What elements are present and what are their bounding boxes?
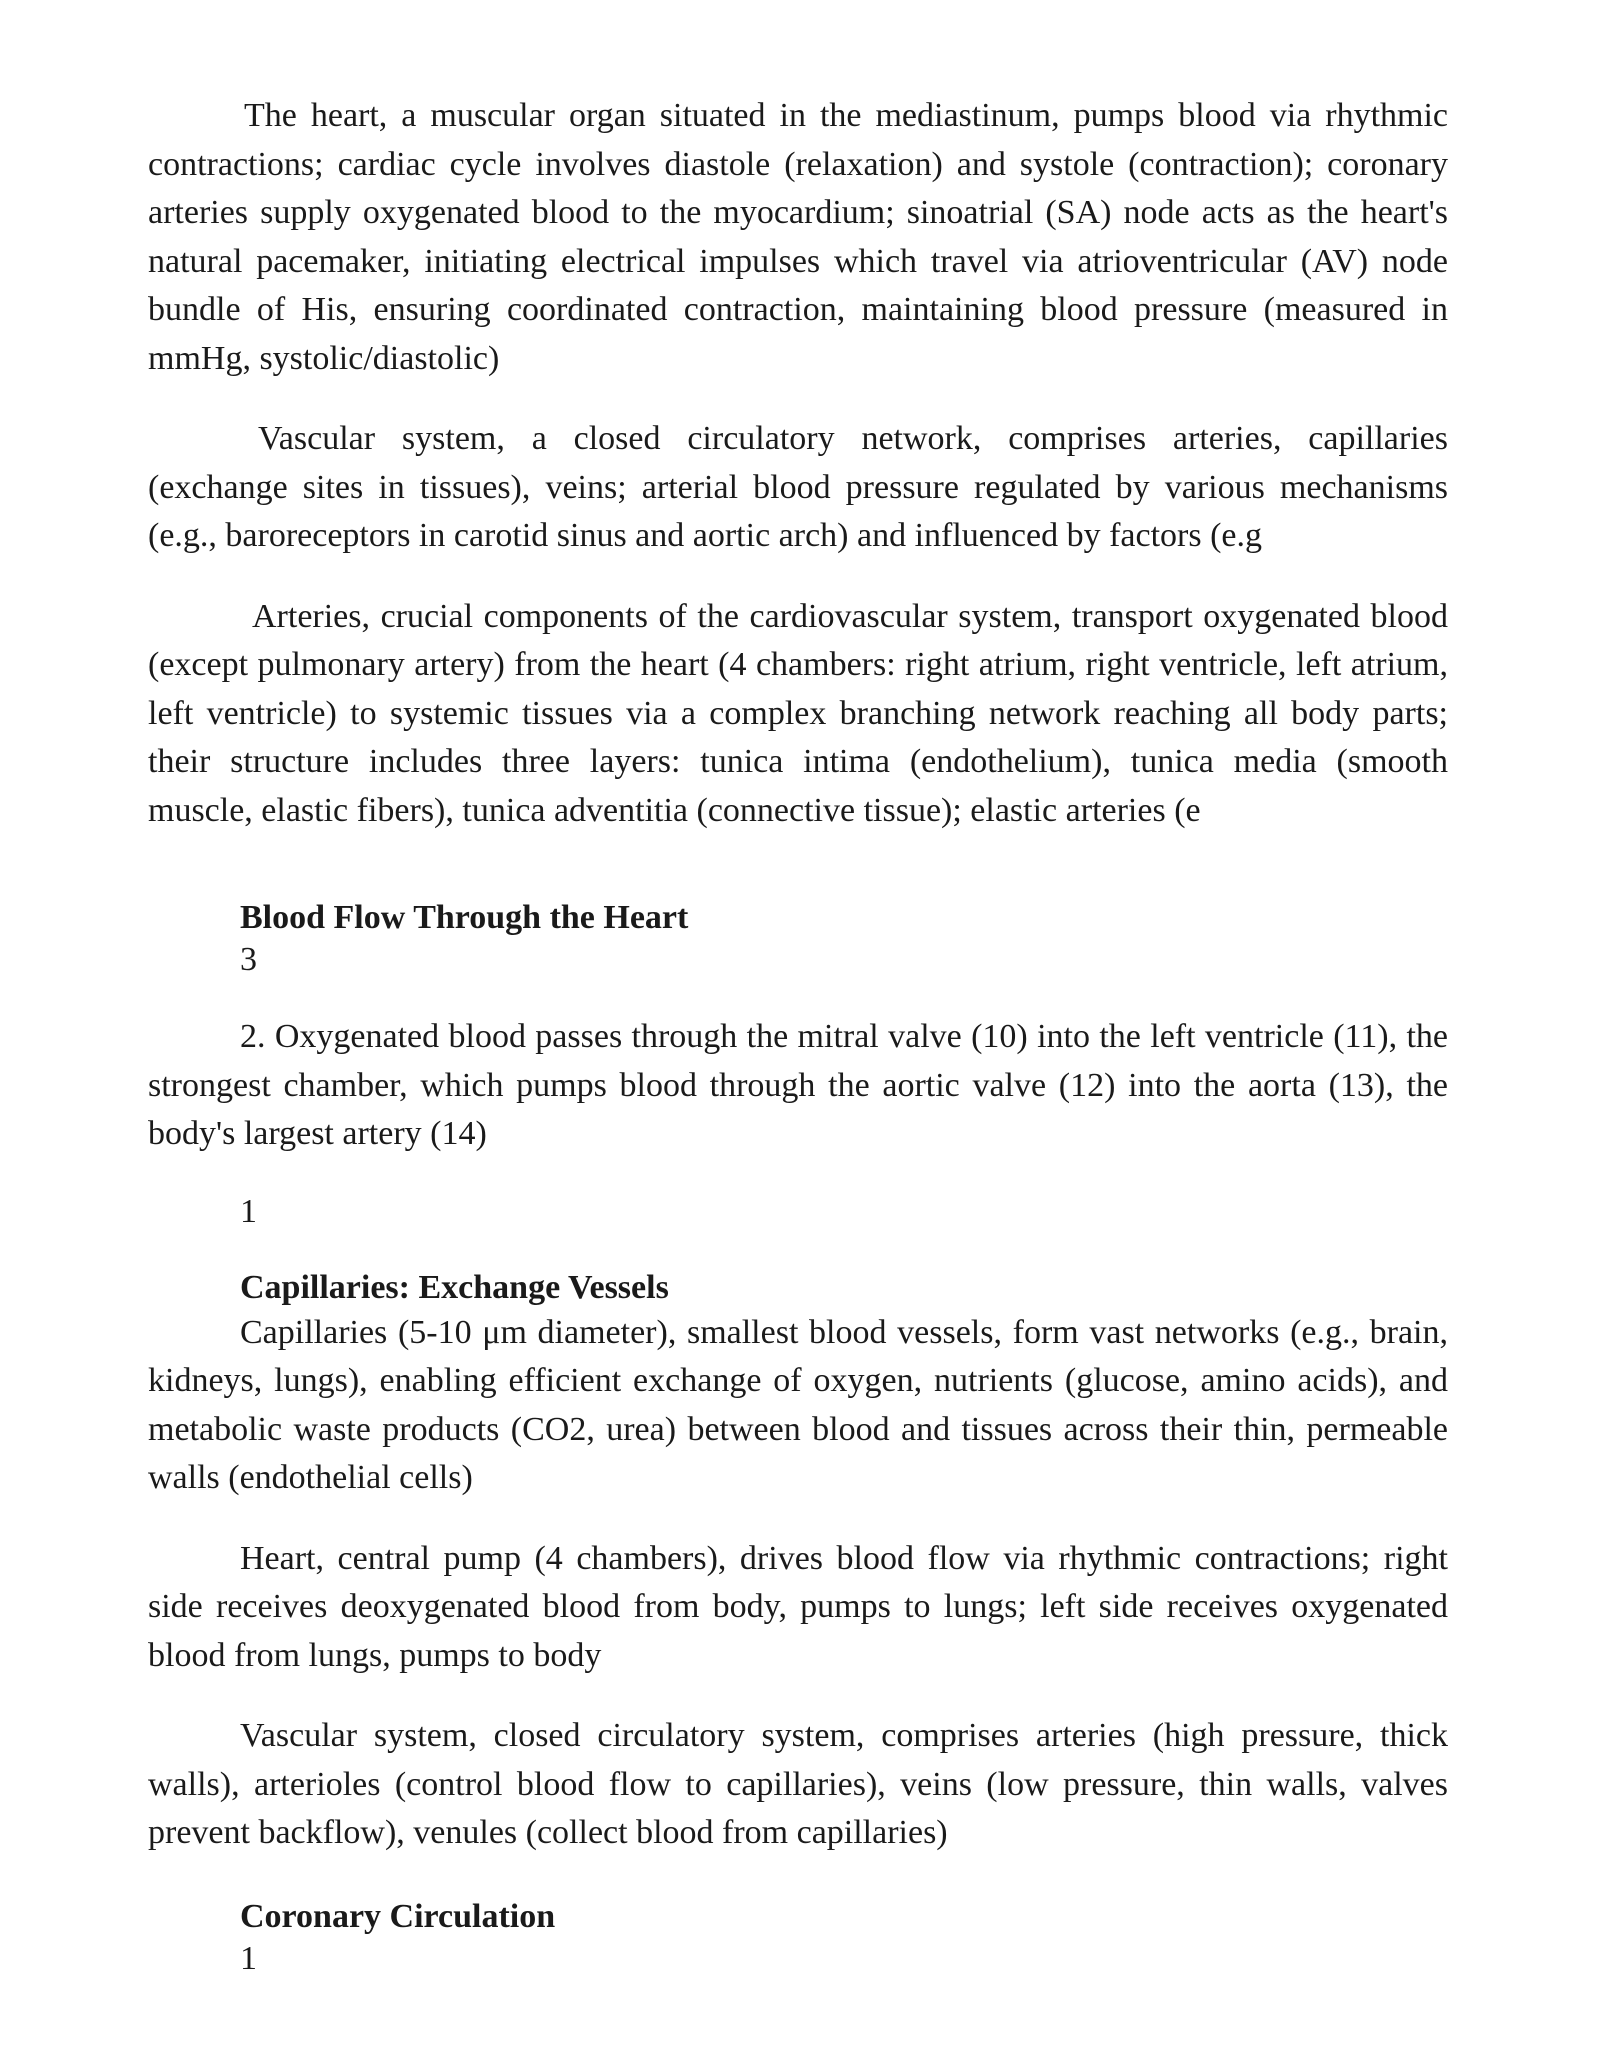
section-heading-coronary: Coronary Circulation	[240, 1897, 556, 1935]
paragraph-capillaries: Capillaries (5-10 μm diameter), smallest blood vessels, form vast networks (e.g., brain, kidneys, lungs), enabling efficient exchange of oxygen, nutrients (glucose, amino acids), and metabolic waste products (CO2, urea) between blood and tissues across their thin, permeable walls (endothelial cells)	[148, 1313, 1448, 1496]
paragraph-arteries: Arteries, crucial components of the cardiovascular system, transport oxygenated blood (except pulmonary artery) from the heart (4 chambers: right atrium, right ventricle, left atrium, left ventricle) to systemic tissues via a complex branching network reaching all body parts; their structure includes three layers: tunica intima (endothelium), tunica media (smooth muscle, elastic fibers), tunica adventitia (connective tissue); elastic arteries (e	[148, 597, 1448, 829]
section-number: 1	[240, 1939, 257, 1977]
paragraph-heart: The heart, a muscular organ situated in the mediastinum, pumps blood via rhythmic contractions; cardiac cycle involves diastole (relaxation) and systole (contraction); coronary arteries supply oxygenated blood to the myocardium; sinoatrial (SA) node acts as the heart's natural pacemaker, initiating electrical impulses which travel via atrioventricular (AV) node bundle of His, ensuring coordinated contraction, maintaining blood pressure (measured in mmHg, systolic/diastolic)	[148, 97, 1448, 377]
paragraph-vascular-closed: Vascular system, closed circulatory system, comprises arteries (high pressure, thick walls), arterioles (control blood flow to capillaries), veins (low pressure, thin walls, valves prevent backflow), venules (collect blood from capillaries)	[148, 1717, 1448, 1851]
standalone-number: 1	[240, 1192, 257, 1230]
section-heading-capillaries: Capillaries: Exchange Vessels	[240, 1268, 669, 1306]
paragraph-heart-pump: Heart, central pump (4 chambers), drives blood flow via rhythmic contractions; right side receives deoxygenated blood from body, pumps to lungs; left side receives oxygenated blood from lungs, pumps to body	[148, 1539, 1448, 1674]
paragraph-oxygenated-blood: 2. Oxygenated blood passes through the mitral valve (10) into the left ventricle (11), the strongest chamber, which pumps blood through the aortic valve (12) into the aorta (13), the body's largest artery (14)	[148, 1018, 1448, 1152]
paragraph-vascular-system: Vascular system, a closed circulatory network, comprises arteries, capillaries (exchange sites in tissues), veins; arterial blood pressure regulated by various mechanisms (e.g., baroreceptors in carotid sinus and aortic arch) and influenced by factors (e.g	[148, 420, 1448, 554]
section-number: 3	[240, 941, 257, 978]
section-heading-blood-flow: Blood Flow Through the Heart	[240, 899, 689, 936]
spacer	[148, 867, 1448, 897]
document-body	[148, 92, 1448, 2012]
